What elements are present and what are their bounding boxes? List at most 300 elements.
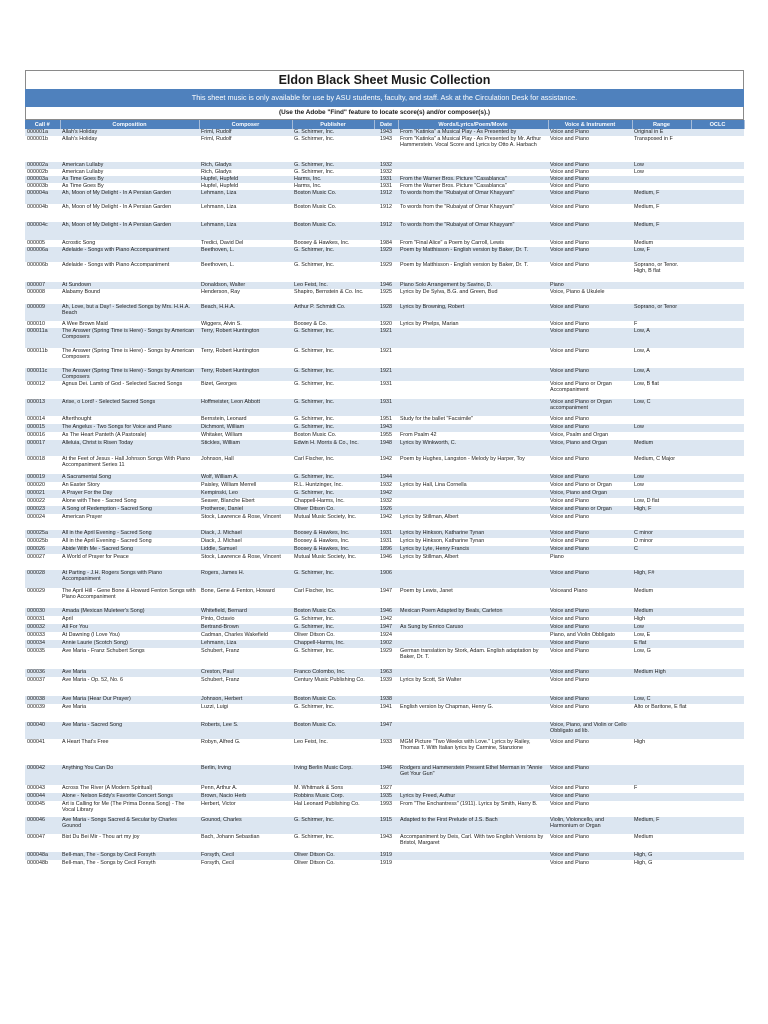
cell-call-number: 000011b bbox=[25, 348, 60, 368]
cell-call-number: 000043 bbox=[25, 785, 60, 793]
cell-publisher: Harms, Inc. bbox=[292, 183, 374, 190]
cell-words bbox=[398, 722, 548, 739]
cell-voice-instrument: Voice and Piano bbox=[548, 785, 632, 793]
cell-composition: Allah's Holiday bbox=[60, 129, 199, 136]
cell-publisher: Leo Feist, Inc. bbox=[292, 282, 374, 289]
cell-composer: Lehmann, Liza bbox=[199, 222, 292, 240]
cell-date: 1938 bbox=[374, 696, 398, 704]
table-row bbox=[25, 696, 744, 704]
cell-composer: Whitefield, Bernard bbox=[199, 608, 292, 616]
cell-range: High bbox=[632, 739, 691, 765]
cell-composition: A Wee Brown Maid bbox=[60, 321, 199, 328]
cell-oclc bbox=[691, 765, 744, 785]
cell-composer: Stickles, William bbox=[199, 440, 292, 456]
cell-call-number: 000040 bbox=[25, 722, 60, 739]
cell-oclc bbox=[691, 490, 744, 498]
cell-range bbox=[632, 176, 691, 183]
cell-publisher: Harms, Inc. bbox=[292, 176, 374, 183]
cell-composition: All in the April Evening - Sacred Song bbox=[60, 530, 199, 538]
table-row bbox=[25, 616, 744, 624]
cell-call-number: 000017 bbox=[25, 440, 60, 456]
table-row bbox=[25, 704, 744, 722]
cell-oclc bbox=[691, 204, 744, 222]
table-row bbox=[25, 860, 744, 868]
cell-publisher: Shapiro, Bernstein & Co. Inc. bbox=[292, 289, 374, 304]
cell-oclc bbox=[691, 669, 744, 677]
cell-publisher: G. Schirmer, Inc. bbox=[292, 570, 374, 588]
col-header-call-number: Call # bbox=[25, 120, 60, 129]
table-row bbox=[25, 514, 744, 530]
cell-composer: Forsyth, Cecil bbox=[199, 852, 292, 860]
cell-composition: Ave Maria bbox=[60, 669, 199, 677]
cell-voice-instrument: Violin, Violoncello, and Harmonium or Organ bbox=[548, 817, 632, 834]
cell-publisher: Boosey & Hawkes, Inc. bbox=[292, 546, 374, 554]
cell-oclc bbox=[691, 498, 744, 506]
cell-words bbox=[398, 570, 548, 588]
table-row bbox=[25, 506, 744, 514]
cell-publisher: Oliver Ditson Co. bbox=[292, 860, 374, 868]
cell-voice-instrument: Voice and Piano bbox=[548, 183, 632, 190]
cell-voice-instrument: Voice and Piano bbox=[548, 793, 632, 801]
cell-publisher: G. Schirmer, Inc. bbox=[292, 474, 374, 482]
cell-call-number: 000004b bbox=[25, 204, 60, 222]
table-row bbox=[25, 176, 744, 183]
cell-composer: Lehmann, Liza bbox=[199, 204, 292, 222]
cell-publisher: Boston Music Co. bbox=[292, 608, 374, 616]
cell-range: Original in E bbox=[632, 129, 691, 136]
cell-composer: Hupfel, Hupfeld bbox=[199, 183, 292, 190]
cell-words: Poem by Lewis, Janet bbox=[398, 588, 548, 608]
cell-words: German translation by Stork, Adam. English adaptation by Baker, Dr. T. bbox=[398, 648, 548, 669]
cell-oclc bbox=[691, 399, 744, 416]
cell-publisher: Boston Music Co. bbox=[292, 696, 374, 704]
cell-voice-instrument: Voice and Piano bbox=[548, 416, 632, 424]
table-row bbox=[25, 321, 744, 328]
cell-range: Low, D flat bbox=[632, 498, 691, 506]
cell-range: Low, B flat bbox=[632, 381, 691, 399]
cell-call-number: 000016 bbox=[25, 432, 60, 440]
cell-call-number: 000012 bbox=[25, 381, 60, 399]
cell-composer: Terry, Robert Huntington bbox=[199, 328, 292, 348]
table-row bbox=[25, 424, 744, 432]
table-row bbox=[25, 739, 744, 765]
cell-words: Poem by Hughes, Langston - Melody by Harper, Toy bbox=[398, 456, 548, 474]
cell-range: Transposed in F bbox=[632, 136, 691, 162]
cell-date: 1919 bbox=[374, 852, 398, 860]
cell-call-number: 000034 bbox=[25, 640, 60, 648]
cell-oclc bbox=[691, 129, 744, 136]
cell-call-number: 000048b bbox=[25, 860, 60, 868]
cell-oclc bbox=[691, 304, 744, 321]
cell-voice-instrument: Voice and Piano bbox=[548, 498, 632, 506]
cell-range: Soprano, or Tenor. High, B flat bbox=[632, 262, 691, 282]
cell-call-number: 000036 bbox=[25, 669, 60, 677]
cell-voice-instrument: Voice and Piano bbox=[548, 765, 632, 785]
cell-voice-instrument: Voice and Piano bbox=[548, 669, 632, 677]
cell-oclc bbox=[691, 860, 744, 868]
cell-range bbox=[632, 416, 691, 424]
cell-words: Accompaniment by Deis, Carl. With two English Versions by Bristol, Margaret bbox=[398, 834, 548, 852]
cell-voice-instrument: Voice and Piano or Organ bbox=[548, 482, 632, 490]
cell-words bbox=[398, 669, 548, 677]
cell-range: Low bbox=[632, 162, 691, 169]
cell-range: Medium, F bbox=[632, 204, 691, 222]
cell-composition: Arise, o Lord! - Selected Sacred Songs bbox=[60, 399, 199, 416]
cell-publisher: Carl Fischer, Inc. bbox=[292, 456, 374, 474]
cell-composition: American Lullaby bbox=[60, 162, 199, 169]
cell-words bbox=[398, 852, 548, 860]
cell-publisher: G. Schirmer, Inc. bbox=[292, 136, 374, 162]
cell-call-number: 000025a bbox=[25, 530, 60, 538]
cell-range bbox=[632, 183, 691, 190]
cell-date: 1929 bbox=[374, 262, 398, 282]
cell-range: C bbox=[632, 546, 691, 554]
table-row bbox=[25, 640, 744, 648]
col-header-range: Range bbox=[632, 120, 691, 129]
cell-range: Medium bbox=[632, 588, 691, 608]
cell-date: 1942 bbox=[374, 490, 398, 498]
cell-date: 1944 bbox=[374, 474, 398, 482]
cell-voice-instrument: Voice and Piano bbox=[548, 530, 632, 538]
cell-composition: Annie Laurie (Scotch Song) bbox=[60, 640, 199, 648]
cell-oclc bbox=[691, 183, 744, 190]
cell-composer: Lehmann, Liza bbox=[199, 190, 292, 204]
cell-composition: April bbox=[60, 616, 199, 624]
table-row bbox=[25, 785, 744, 793]
cell-words: Lyrics by Winkworth, C. bbox=[398, 440, 548, 456]
cell-oclc bbox=[691, 648, 744, 669]
cell-call-number: 000001b bbox=[25, 136, 60, 162]
cell-publisher: Oliver Ditson Co. bbox=[292, 632, 374, 640]
cell-call-number: 000003a bbox=[25, 176, 60, 183]
cell-words bbox=[398, 368, 548, 381]
cell-words: Mexican Poem Adapted by Beals, Carleton bbox=[398, 608, 548, 616]
cell-voice-instrument: Voice, Piano, and Violin or Cello Obbligato ad lib. bbox=[548, 722, 632, 739]
cell-date: 1993 bbox=[374, 801, 398, 817]
cell-composer: Diack, J. Michael bbox=[199, 538, 292, 546]
cell-composer: Pinto, Octavio bbox=[199, 616, 292, 624]
cell-composer: Tredici, David Del bbox=[199, 240, 292, 247]
cell-call-number: 000020 bbox=[25, 482, 60, 490]
col-header-composer: Composer bbox=[199, 120, 292, 129]
cell-publisher: G. Schirmer, Inc. bbox=[292, 616, 374, 624]
cell-composer: Henderson, Ray bbox=[199, 289, 292, 304]
cell-composition: Ah, Love, but a Day! - Selected Songs by Mrs. H.H.A. Beach bbox=[60, 304, 199, 321]
cell-oclc bbox=[691, 289, 744, 304]
cell-oclc bbox=[691, 801, 744, 817]
cell-date: 1925 bbox=[374, 289, 398, 304]
cell-composer: Penn, Arthur A. bbox=[199, 785, 292, 793]
cell-range: Low, C bbox=[632, 399, 691, 416]
cell-words: Study for the ballet "Facsimile" bbox=[398, 416, 548, 424]
cell-composer: Creston, Paul bbox=[199, 669, 292, 677]
cell-words: To words from the "Rubaiyat of Omar Khayyam" bbox=[398, 222, 548, 240]
cell-words bbox=[398, 632, 548, 640]
cell-publisher: G. Schirmer, Inc. bbox=[292, 399, 374, 416]
col-header-publisher: Publisher bbox=[292, 120, 374, 129]
cell-composer: Johnson, Herbert bbox=[199, 696, 292, 704]
cell-words: Lyrics by Scott, Sir Walter bbox=[398, 677, 548, 696]
cell-voice-instrument: Voice and Piano bbox=[548, 368, 632, 381]
cell-range bbox=[632, 289, 691, 304]
table-row bbox=[25, 162, 744, 169]
cell-composition: Alone with Thee - Sacred Song bbox=[60, 498, 199, 506]
cell-date: 1932 bbox=[374, 498, 398, 506]
cell-composer: Luzzi, Luigi bbox=[199, 704, 292, 722]
cell-call-number: 000030 bbox=[25, 608, 60, 616]
sheet-music-catalog bbox=[25, 70, 744, 868]
table-row bbox=[25, 546, 744, 554]
cell-range: Medium bbox=[632, 608, 691, 616]
cell-oclc bbox=[691, 348, 744, 368]
cell-publisher: G. Schirmer, Inc. bbox=[292, 834, 374, 852]
cell-composer: Hupfel, Hupfeld bbox=[199, 176, 292, 183]
cell-words: Piano Solo Arrangement by Savino, D. bbox=[398, 282, 548, 289]
cell-voice-instrument: Voice and Piano bbox=[548, 704, 632, 722]
cell-composition: At Dawning (I Love You) bbox=[60, 632, 199, 640]
cell-composition: At Sundown bbox=[60, 282, 199, 289]
cell-oclc bbox=[691, 506, 744, 514]
cell-voice-instrument: Piano, and Violin Obbligato bbox=[548, 632, 632, 640]
cell-words: Lyrics by Browning, Robert bbox=[398, 304, 548, 321]
cell-composer: Bach, Johann Sebastian bbox=[199, 834, 292, 852]
cell-call-number: 000015 bbox=[25, 424, 60, 432]
cell-composition: Abide With Me - Sacred Song bbox=[60, 546, 199, 554]
cell-publisher: Arthur P. Schmidt Co. bbox=[292, 304, 374, 321]
table-row bbox=[25, 490, 744, 498]
cell-date: 1948 bbox=[374, 440, 398, 456]
cell-words: Lyrics by Phelps, Marian bbox=[398, 321, 548, 328]
table-row bbox=[25, 304, 744, 321]
cell-date: 1932 bbox=[374, 482, 398, 490]
table-row bbox=[25, 474, 744, 482]
cell-words: Lyrics by Hall, Lina Cornella bbox=[398, 482, 548, 490]
cell-voice-instrument: Voice and Piano bbox=[548, 162, 632, 169]
cell-composition: All For You bbox=[60, 624, 199, 632]
table-row bbox=[25, 648, 744, 669]
cell-publisher: G. Schirmer, Inc. bbox=[292, 129, 374, 136]
cell-composer: Terry, Robert Huntington bbox=[199, 348, 292, 368]
cell-composition: Amada (Mexican Muleteer's Song) bbox=[60, 608, 199, 616]
cell-date: 1929 bbox=[374, 247, 398, 262]
cell-words: To words from the "Rubaiyat of Omar Khayyam" bbox=[398, 204, 548, 222]
cell-words bbox=[398, 381, 548, 399]
cell-composition: Adelaide - Songs with Piano Accompaniment bbox=[60, 247, 199, 262]
cell-composer: Terry, Robert Huntington bbox=[199, 368, 292, 381]
cell-publisher: Leo Feist, Inc. bbox=[292, 739, 374, 765]
cell-composer: Rogers, James H. bbox=[199, 570, 292, 588]
cell-call-number: 000038 bbox=[25, 696, 60, 704]
cell-call-number: 000029 bbox=[25, 588, 60, 608]
cell-publisher: Boston Music Co. bbox=[292, 722, 374, 739]
cell-date: 1932 bbox=[374, 169, 398, 176]
cell-publisher: Hal Leonard Publishing Co. bbox=[292, 801, 374, 817]
table-row bbox=[25, 624, 744, 632]
cell-composer: Bernstein, Leonard bbox=[199, 416, 292, 424]
cell-composer: Beethoven, L. bbox=[199, 247, 292, 262]
cell-date: 1943 bbox=[374, 129, 398, 136]
cell-oclc bbox=[691, 538, 744, 546]
access-notice: This sheet music is only available for use by ASU students, faculty, and staff. Ask at the Circulation Desk for assistance. bbox=[25, 89, 744, 107]
cell-range: Alto or Baritone, E flat bbox=[632, 704, 691, 722]
cell-publisher: Boosey & Hawkes, Inc. bbox=[292, 530, 374, 538]
cell-composer: Seaver, Blanche Ebert bbox=[199, 498, 292, 506]
cell-date: 1902 bbox=[374, 640, 398, 648]
cell-date: 1915 bbox=[374, 817, 398, 834]
table-row bbox=[25, 183, 744, 190]
cell-oclc bbox=[691, 424, 744, 432]
cell-publisher: Franco Colombo, Inc. bbox=[292, 669, 374, 677]
cell-voice-instrument: Voice and Piano bbox=[548, 204, 632, 222]
cell-composition: A Heart That's Free bbox=[60, 739, 199, 765]
cell-voice-instrument: Voice and Piano or Organ bbox=[548, 506, 632, 514]
cell-oclc bbox=[691, 640, 744, 648]
col-header-date: Date bbox=[374, 120, 398, 129]
cell-words: As Sung by Enrico Caruso bbox=[398, 624, 548, 632]
cell-call-number: 000025b bbox=[25, 538, 60, 546]
cell-composition: American Prayer bbox=[60, 514, 199, 530]
table-row bbox=[25, 222, 744, 240]
cell-publisher: Boosey & Hawkes, Inc. bbox=[292, 538, 374, 546]
cell-words: To words from the "Rubaiyat of Omar Khayyam" bbox=[398, 190, 548, 204]
cell-range: Low bbox=[632, 624, 691, 632]
cell-composition: The April Hill - Gene Bone & Howard Fenton Songs with Piano Accompaniment bbox=[60, 588, 199, 608]
cell-voice-instrument: Voice and Piano bbox=[548, 538, 632, 546]
table-row bbox=[25, 190, 744, 204]
cell-composition: Bell-man, The - Songs by Cecil Forsyth bbox=[60, 860, 199, 868]
cell-composition: As The Heart Panteth (A Pastorale) bbox=[60, 432, 199, 440]
cell-composition: Bist Du Bei Mir - Thou art my joy bbox=[60, 834, 199, 852]
cell-call-number: 000028 bbox=[25, 570, 60, 588]
cell-voice-instrument: Voice and Piano bbox=[548, 136, 632, 162]
table-row bbox=[25, 834, 744, 852]
cell-composer: Forsyth, Cecil bbox=[199, 860, 292, 868]
cell-date: 1931 bbox=[374, 381, 398, 399]
cell-composition: Bell-man, The - Songs by Cecil Forsyth bbox=[60, 852, 199, 860]
cell-words bbox=[398, 640, 548, 648]
cell-call-number: 000048a bbox=[25, 852, 60, 860]
cell-composer: Rich, Gladys bbox=[199, 169, 292, 176]
cell-publisher: Boosey & Hawkes, Inc. bbox=[292, 240, 374, 247]
cell-voice-instrument: Voice and Piano bbox=[548, 834, 632, 852]
cell-voice-instrument: Voice, Piano and Organ bbox=[548, 440, 632, 456]
cell-range: Medium, C Major bbox=[632, 456, 691, 474]
cell-range: Medium, F bbox=[632, 817, 691, 834]
cell-range: High, F# bbox=[632, 570, 691, 588]
cell-composer: Friml, Rudolf bbox=[199, 129, 292, 136]
cell-range bbox=[632, 514, 691, 530]
cell-composer: Hoffmeister, Leon Abbott bbox=[199, 399, 292, 416]
cell-range: Low bbox=[632, 474, 691, 482]
col-header-voice-instrument: Voice & Instrument bbox=[548, 120, 632, 129]
table-row bbox=[25, 722, 744, 739]
table-row bbox=[25, 498, 744, 506]
cell-words bbox=[398, 490, 548, 498]
cell-call-number: 000005 bbox=[25, 240, 60, 247]
cell-range: Soprano, or Tenor bbox=[632, 304, 691, 321]
cell-words: From Psalm 42 bbox=[398, 432, 548, 440]
cell-words: Lyrics by De Sylva, B.G. and Green, Bud bbox=[398, 289, 548, 304]
cell-call-number: 000006a bbox=[25, 247, 60, 262]
table-row bbox=[25, 432, 744, 440]
cell-oclc bbox=[691, 722, 744, 739]
table-row bbox=[25, 204, 744, 222]
cell-voice-instrument: Voice and Piano bbox=[548, 304, 632, 321]
table-row bbox=[25, 456, 744, 474]
cell-composer: Schubert, Franz bbox=[199, 648, 292, 669]
cell-composer: Berlin, Irving bbox=[199, 765, 292, 785]
cell-publisher: Boston Music Co. bbox=[292, 204, 374, 222]
cell-publisher: Mutual Music Society, Inc. bbox=[292, 514, 374, 530]
cell-composition: Adelaide - Songs with Piano Accompaniment bbox=[60, 262, 199, 282]
cell-publisher: Mutual Music Society, Inc. bbox=[292, 554, 374, 570]
col-header-oclc: OCLC bbox=[691, 120, 744, 129]
cell-voice-instrument: Voice and Piano bbox=[548, 696, 632, 704]
cell-composition: Agnus Dei. Lamb of God - Selected Sacred Songs bbox=[60, 381, 199, 399]
cell-composer: Gounod, Charles bbox=[199, 817, 292, 834]
cell-date: 1931 bbox=[374, 538, 398, 546]
cell-call-number: 000042 bbox=[25, 765, 60, 785]
cell-words: Lyrics by Hinkson, Katharine Tynan bbox=[398, 530, 548, 538]
table-row bbox=[25, 817, 744, 834]
cell-voice-instrument: Voice and Piano bbox=[548, 624, 632, 632]
cell-range bbox=[632, 765, 691, 785]
cell-date: 1935 bbox=[374, 793, 398, 801]
cell-publisher: Boston Music Co. bbox=[292, 222, 374, 240]
cell-composition: The Answer (Spring Time is Here) - Songs by American Composers bbox=[60, 348, 199, 368]
cell-voice-instrument: Voice and Piano bbox=[548, 801, 632, 817]
table-row bbox=[25, 588, 744, 608]
cell-publisher: M. Whitmark & Sons bbox=[292, 785, 374, 793]
cell-range: Medium High bbox=[632, 669, 691, 677]
cell-oclc bbox=[691, 834, 744, 852]
cell-composition: Ah, Moon of My Delight - In A Persian Garden bbox=[60, 204, 199, 222]
cell-range: Low, C bbox=[632, 696, 691, 704]
cell-date: 1942 bbox=[374, 514, 398, 530]
cell-composer: Beethoven, L. bbox=[199, 262, 292, 282]
cell-composition: A Prayer For the Day bbox=[60, 490, 199, 498]
cell-composer: Beach, H.H.A. bbox=[199, 304, 292, 321]
cell-range: Low, A bbox=[632, 348, 691, 368]
cell-composition: The Answer (Spring Time is Here) - Songs by American Composers bbox=[60, 328, 199, 348]
cell-date: 1946 bbox=[374, 608, 398, 616]
cell-composition: At Parting - J.H. Rogers Songs with Piano Accompaniment bbox=[60, 570, 199, 588]
cell-voice-instrument: Voice and Piano bbox=[548, 328, 632, 348]
cell-voice-instrument: Piano bbox=[548, 282, 632, 289]
cell-date: 1931 bbox=[374, 176, 398, 183]
cell-date: 1951 bbox=[374, 416, 398, 424]
table-row bbox=[25, 247, 744, 262]
cell-call-number: 000021 bbox=[25, 490, 60, 498]
cell-publisher: G. Schirmer, Inc. bbox=[292, 328, 374, 348]
cell-composer: Bone, Gene & Fenton, Howard bbox=[199, 588, 292, 608]
col-header-composition: Composition bbox=[60, 120, 199, 129]
cell-call-number: 000011c bbox=[25, 368, 60, 381]
cell-words: Lyrics by Stillman, Albert bbox=[398, 554, 548, 570]
cell-range: Low, A bbox=[632, 328, 691, 348]
cell-date: 1946 bbox=[374, 554, 398, 570]
cell-words: Poem by Matthisson - English version by Baker, Dr. T. bbox=[398, 262, 548, 282]
cell-publisher: G. Schirmer, Inc. bbox=[292, 490, 374, 498]
cell-composer: Wiggers, Alvin S. bbox=[199, 321, 292, 328]
cell-publisher: Edwin H. Morris & Co., Inc. bbox=[292, 440, 374, 456]
cell-publisher: Robbins Music Corp. bbox=[292, 793, 374, 801]
table-row bbox=[25, 608, 744, 616]
cell-call-number: 000004a bbox=[25, 190, 60, 204]
cell-voice-instrument: Voice and Piano or Organ Accompaniment bbox=[548, 381, 632, 399]
cell-date: 1924 bbox=[374, 632, 398, 640]
cell-oclc bbox=[691, 793, 744, 801]
